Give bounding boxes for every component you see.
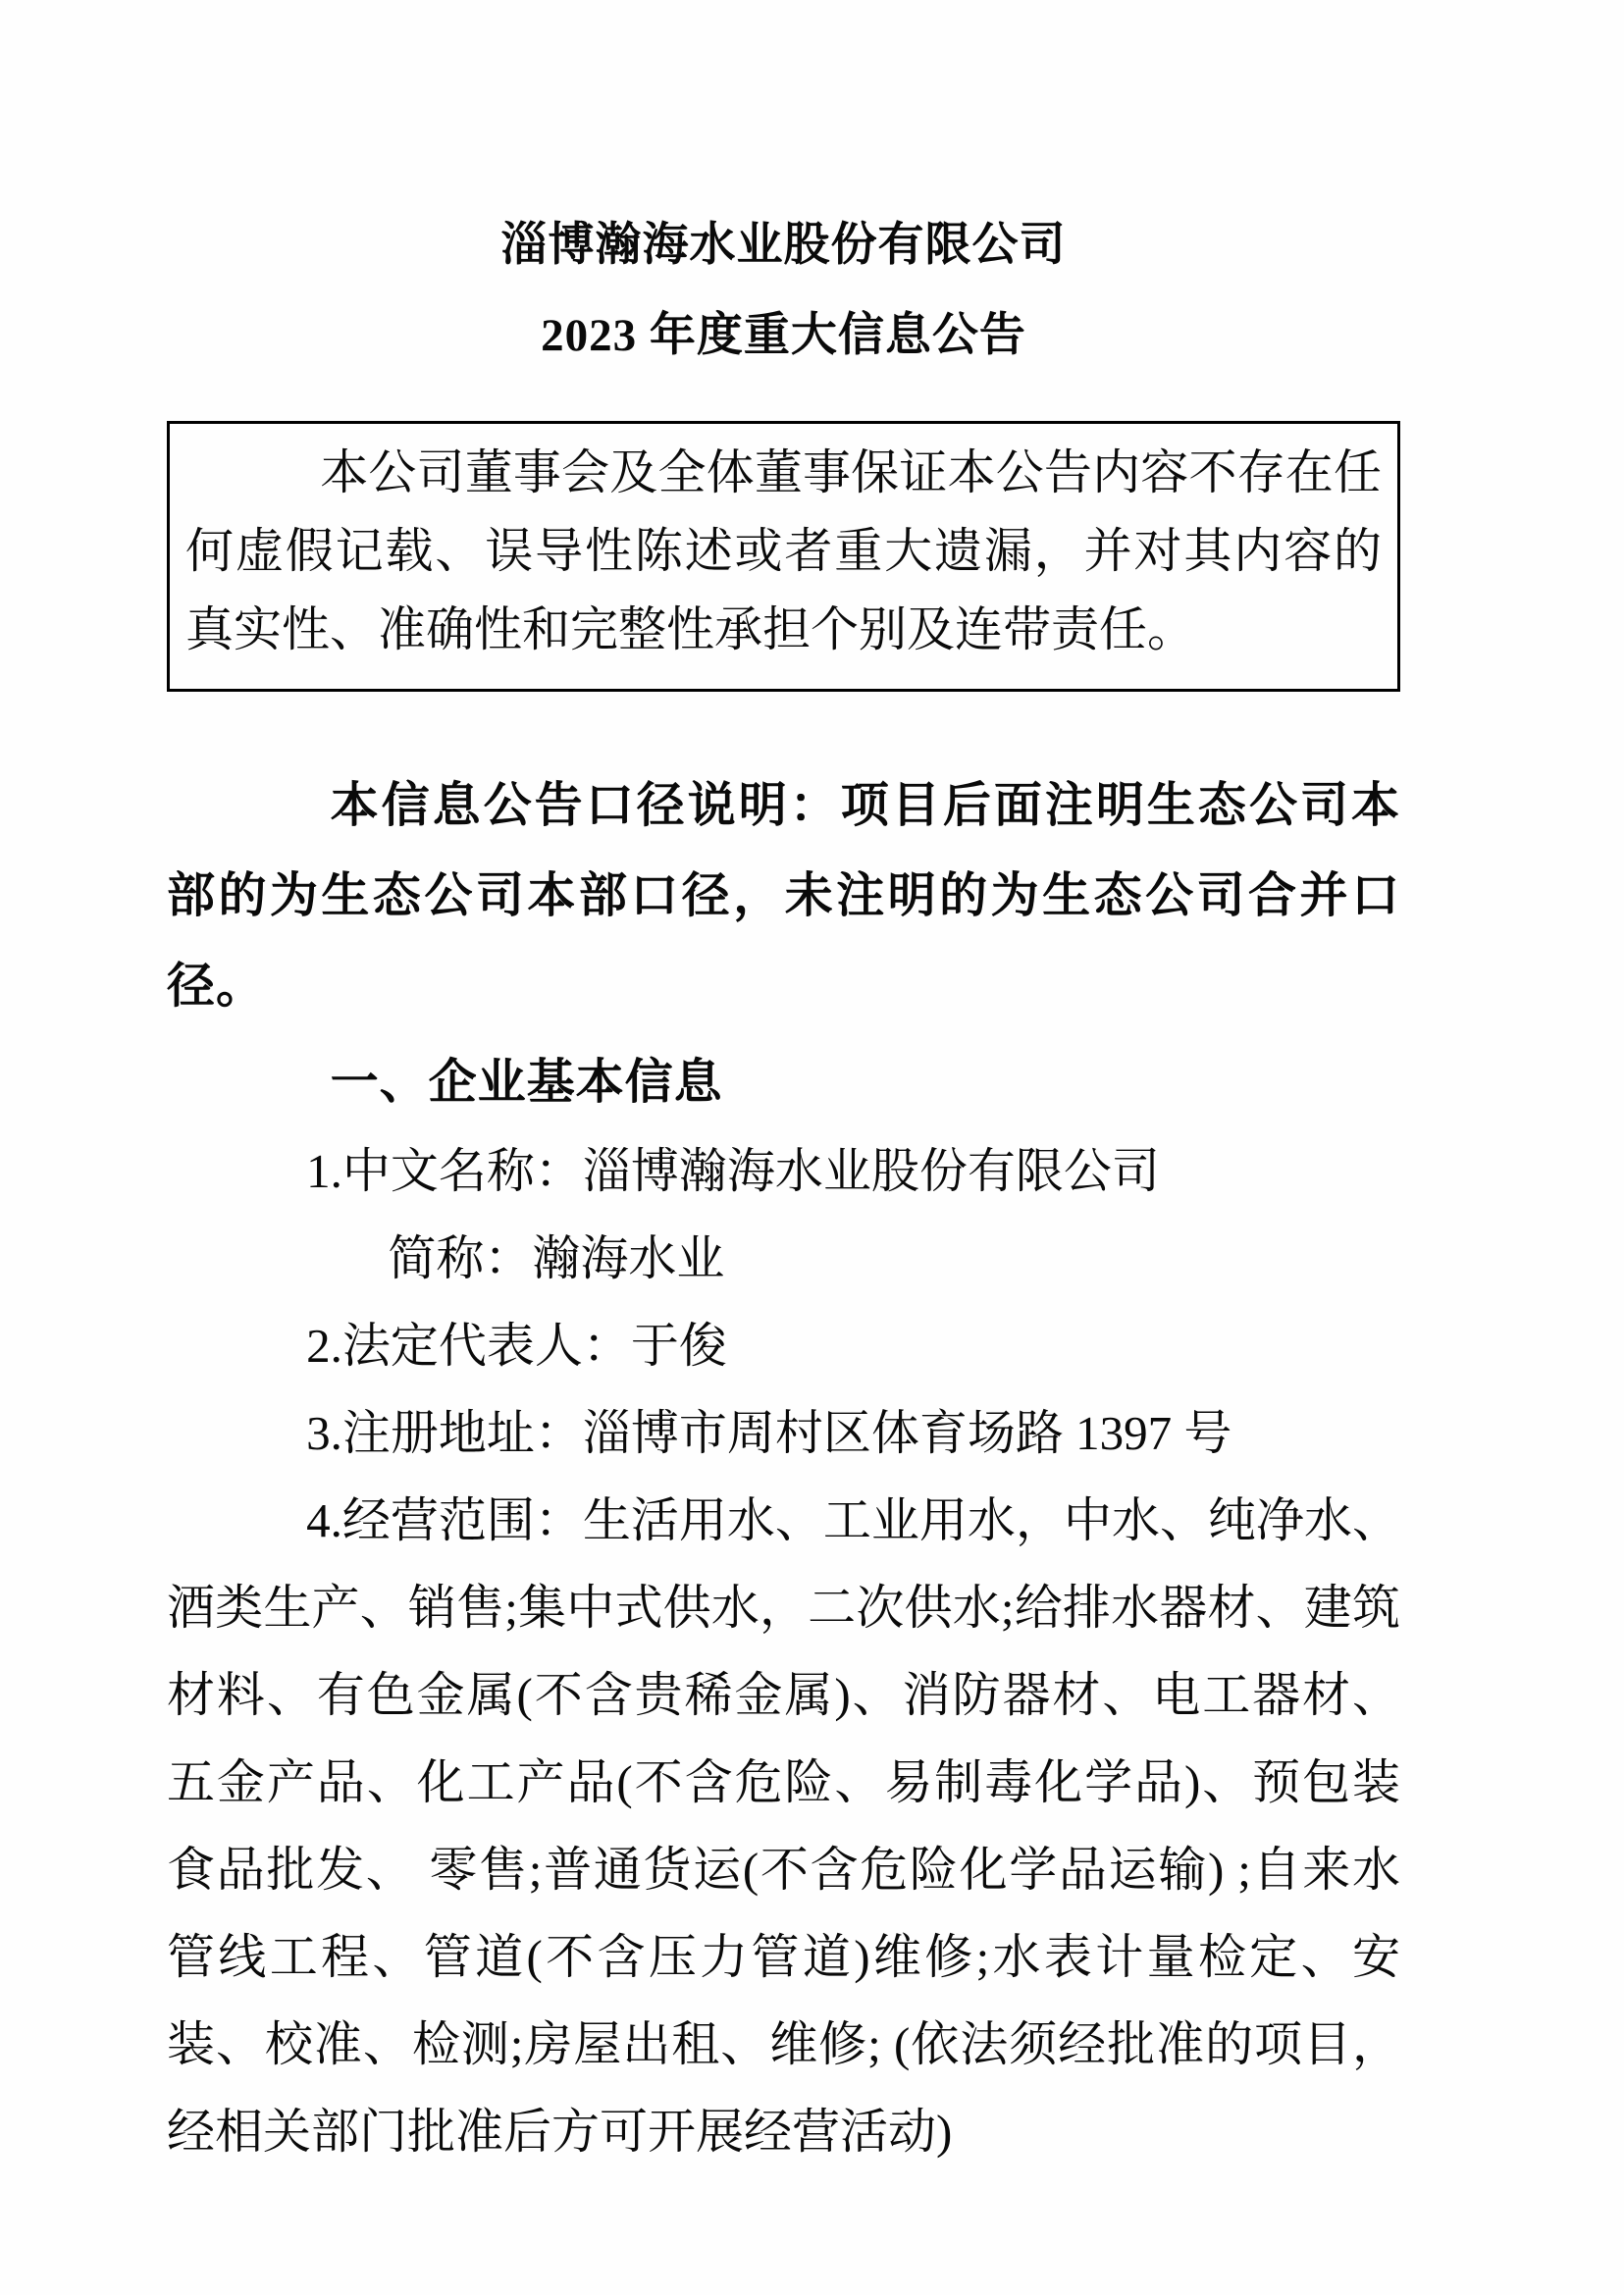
disclaimer-box	[167, 421, 1400, 692]
doc-title-company-name: 淄博瀚海水业股份有限公司	[500, 220, 1067, 271]
scope-note: 本信息公告口径说明：项目后面注明生态公司本部的为生态公司本部口径，未注明的为生态公司合并口径。	[167, 777, 1400, 1013]
item-registered-address: 3.注册地址：淄博市周村区体育场路 1397 号	[306, 1405, 1232, 1460]
item-chinese-name: 1.中文名称：淄博瀚海水业股份有限公司	[306, 1143, 1160, 1198]
item-short-name: 简称：瀚海水业	[388, 1230, 725, 1285]
disclaimer-text: 本公司董事会及全体董事保证本公告内容不存在任何虚假记载、误导性陈述或者重大遗漏，并对其内容的真实性、准确性和完整性承担个别及连带责任。	[185, 444, 1382, 656]
doc-title-announcement: 2023 年度重大信息公告	[541, 310, 1026, 362]
section-heading-basic-info: 一、企业基本信息	[330, 1054, 723, 1109]
item-business-scope: 4.经营范围：生活用水、工业用水，中水、纯净水、酒类生产、销售;集中式供水，二次供水;给排水器材、建筑材料、有色金属(不含贵稀金属)、消防器材、电工器材、五金产品、化工产品(不含危险、易制毒化学品)、预包装食品批发、 零售;普通货运(不含危险化学品运输) ;自来水管线工程、管道(不含压力管道)维修;水表计量检定、安装、校准、检测;房屋出租、维修; (依法须经批准的项目，经相关部门批准后方可开展经营活动)	[167, 1492, 1400, 2159]
item-legal-representative: 2.法定代表人：于俊	[306, 1318, 727, 1373]
